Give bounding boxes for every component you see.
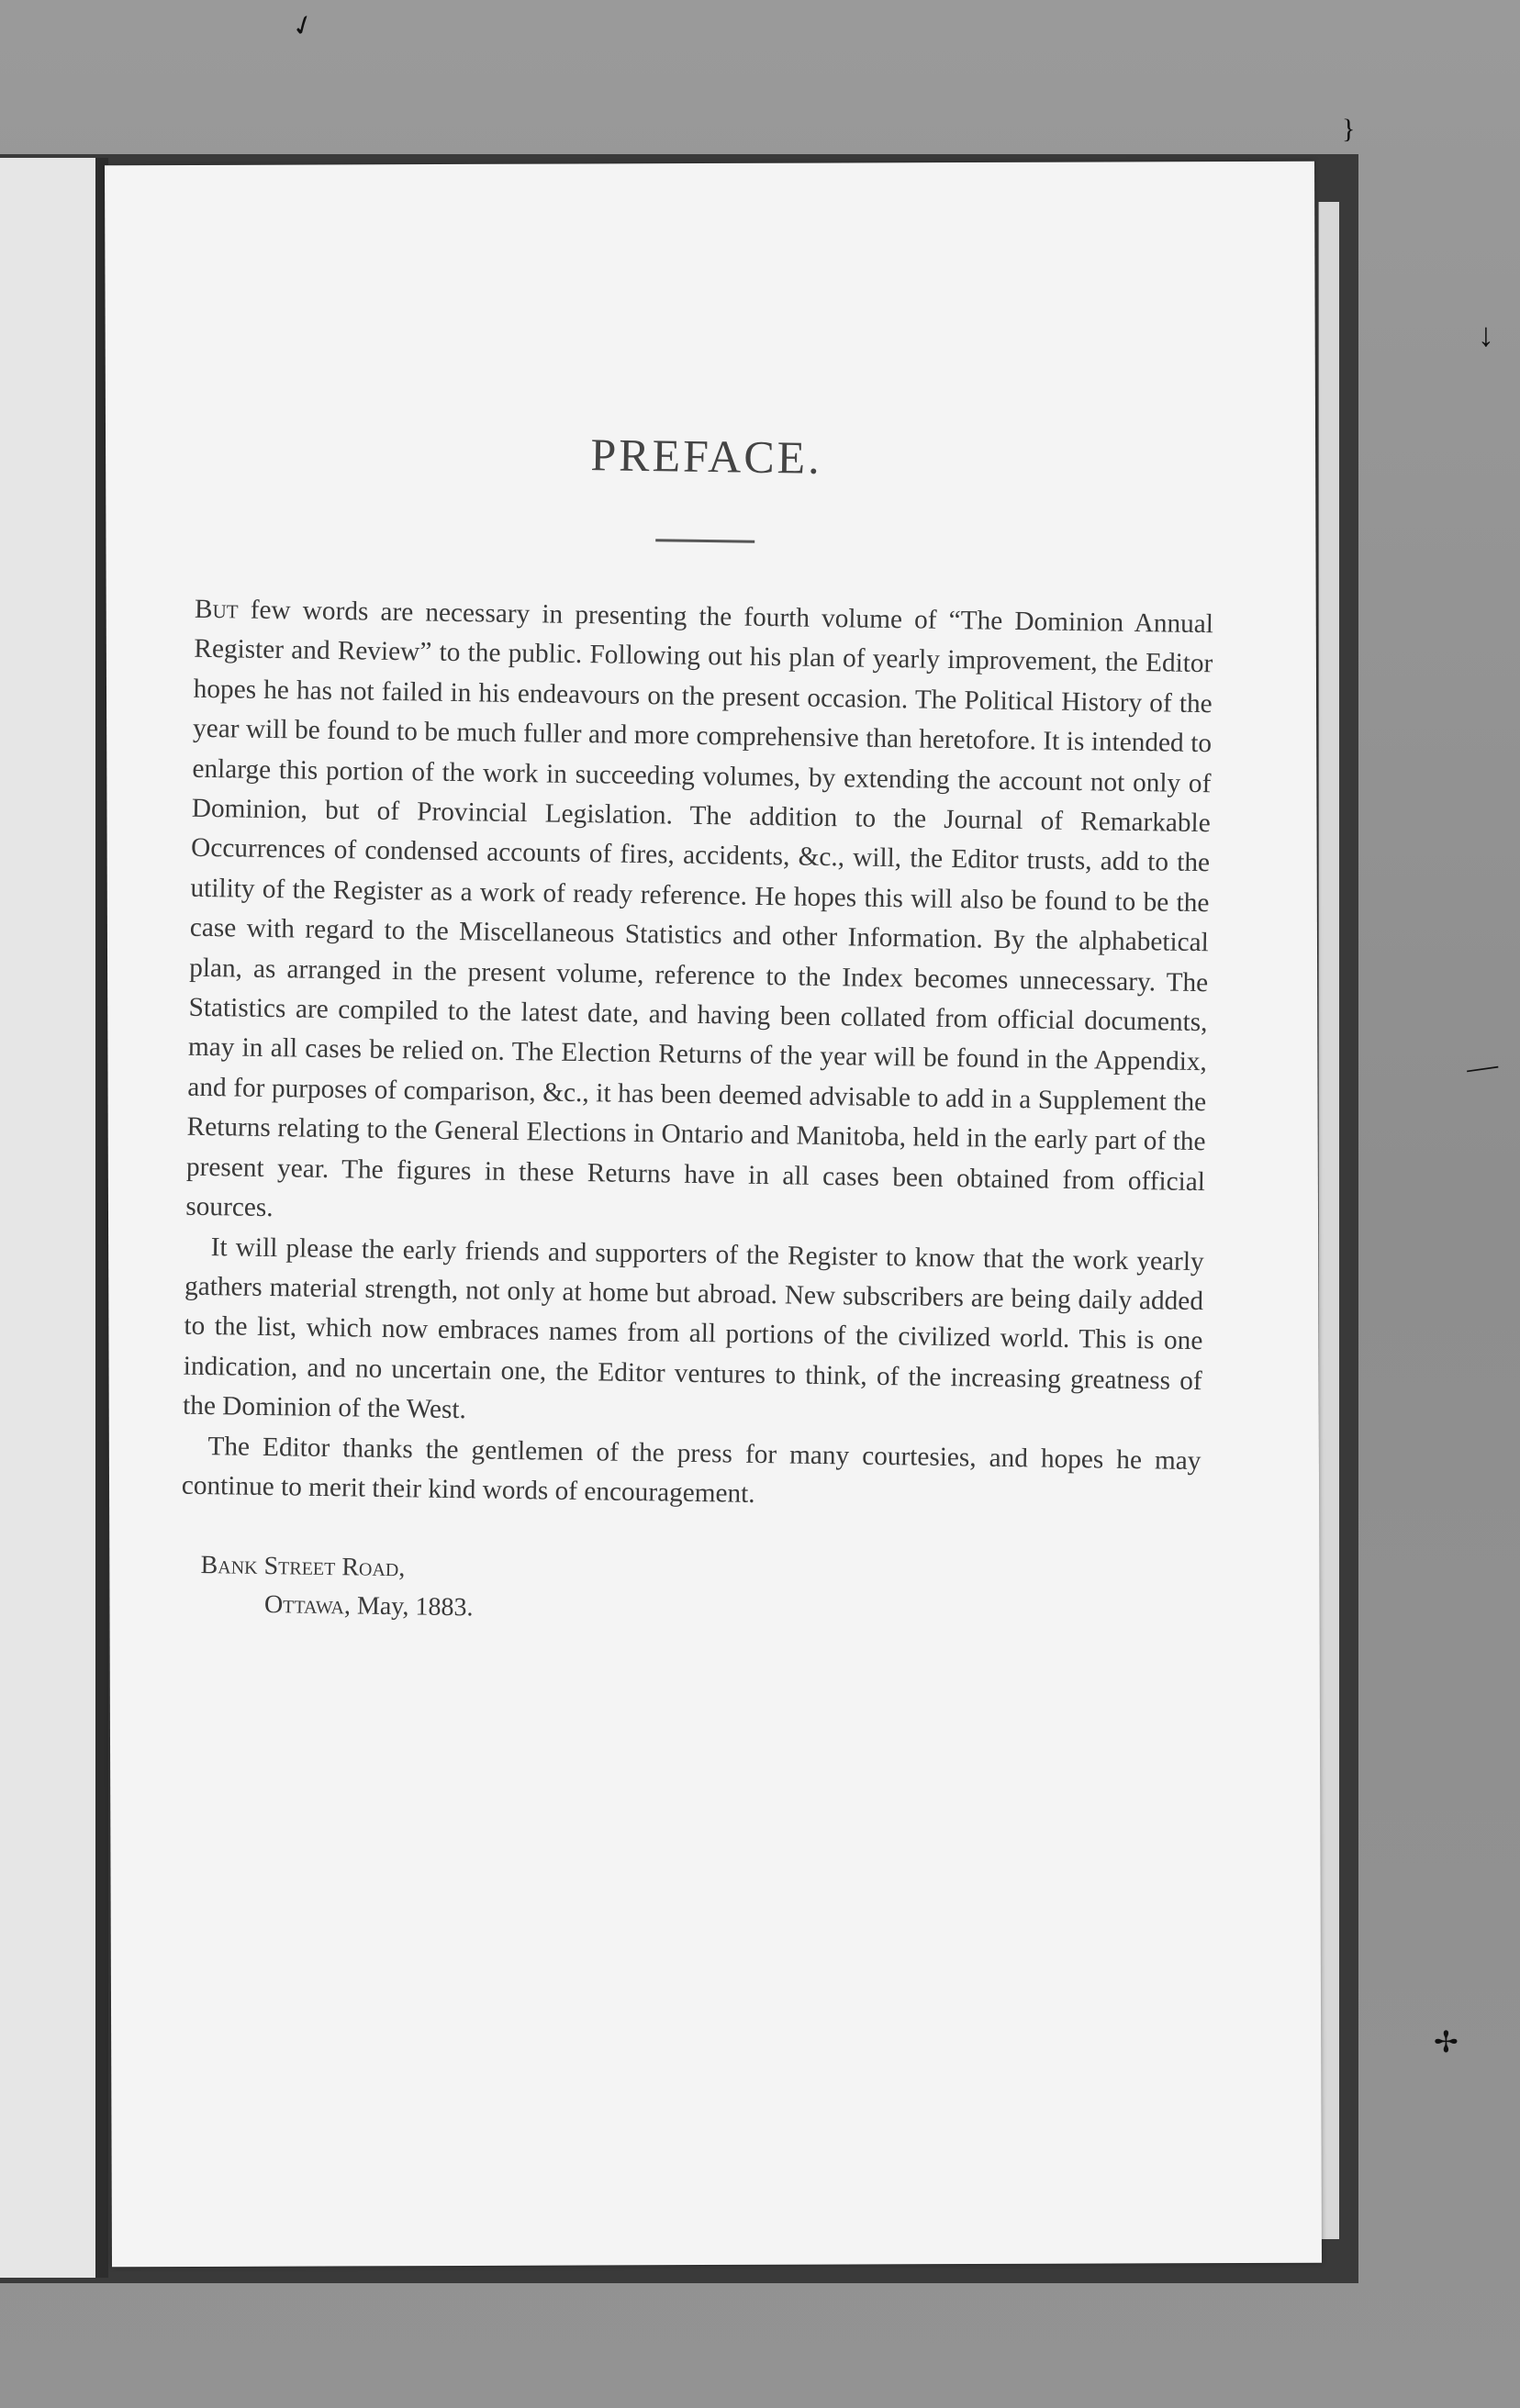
paragraph-text: The Editor thanks the gentlemen of the press for many courtesies, and hopes he may continue to merit their kind words of encouragement.	[181, 1431, 1201, 1509]
paragraph-lead-word: But	[194, 594, 239, 625]
signature-date: May, 1883.	[350, 1591, 474, 1622]
page-title: PREFACE.	[590, 429, 823, 484]
page-fore-edge	[1318, 202, 1339, 2239]
scan-speck-mark: —	[1464, 1047, 1501, 1087]
title-divider-rule	[655, 539, 754, 543]
scan-speck-mark: }	[1342, 114, 1356, 144]
left-facing-page	[0, 158, 99, 2278]
paragraph-text: It will please the early friends and supporters of the Register to know that the work yearly gathers material strength, not only at home but abroad. New subscribers are being daily added to the list, which now embraces names from all portions of the civilized world. This is one indication, and no uncertain one, the Editor ventures to think, of the increasing greatness of the Dominion of the West.	[182, 1232, 1204, 1425]
signature-block	[180, 1546, 1200, 1638]
signature-address: Bank Street Road,	[200, 1551, 406, 1583]
preface-paragraph-2	[183, 1227, 1204, 1441]
scan-speck-mark: ✓	[286, 7, 319, 45]
document-page	[105, 162, 1322, 2268]
scan-speck-mark: ↓	[1478, 317, 1494, 353]
signature-place: Ottawa,	[263, 1590, 352, 1621]
scan-speck-mark: ✢	[1434, 2025, 1459, 2058]
preface-paragraph-1	[185, 590, 1213, 1243]
preface-paragraph-3	[182, 1426, 1201, 1521]
paragraph-text: few words are necessary in presenting the fourth volume of “The Dominion Annual Register and Review” to the public. Following out his plan of yearly improvement, the Editor hopes he has not failed in his endeavours on the present occasion. The Political History of the year will be found to be much fuller and more comprehensive than heretofore. It is intended to enlarge this portion of the work in succeeding volumes, by extending the account not only of Dominion, but of Provincial Legislation. The addition to the Journal of Remarkable Occurrences of condensed accounts of fires, accidents, &c., will, the Editor trusts, add to the utility of the Register as a work of ready reference. He hopes this will also be found to be the case with regard to the Miscellaneous Statistics and other Information. By the alphabetical plan, as arranged in the present volume, reference to the Index becomes unnecessary. The Statistics are compiled to the latest date, and having been collated from official documents, may in all cases be relied on. The Election Returns of the year will be found in the Appendix, and for purposes of comparison, &c., it has been deemed advisable to add in a Supplement the Returns relating to the General Elections in Ontario and Manitoba, held in the early part of the present year. The figures in these Returns have in all cases been obtained from official sources.	[185, 595, 1214, 1223]
preface-text-block	[180, 422, 1216, 1639]
